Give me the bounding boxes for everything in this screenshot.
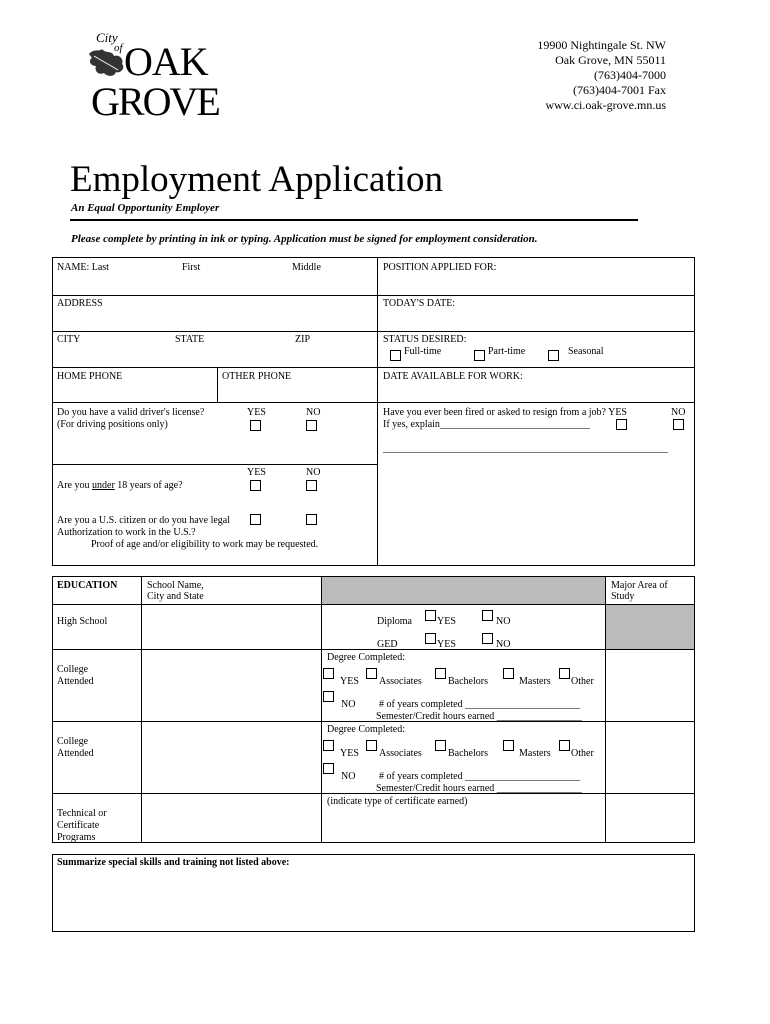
citizen-question-2: Authorization to work in the U.S.? [57, 527, 196, 538]
skills-label: Summarize special skills and training not listed above: [57, 857, 290, 868]
masters-checkbox[interactable] [503, 668, 514, 679]
certificate-note: (indicate type of certificate earned) [327, 796, 468, 807]
age-no-checkbox[interactable] [306, 480, 317, 491]
divider [52, 464, 377, 465]
date-available-field[interactable]: DATE AVAILABLE FOR WORK: [383, 371, 523, 382]
address-line: www.ci.oak-grove.mn.us [545, 98, 666, 112]
bachelors-checkbox[interactable] [435, 668, 446, 679]
education-header-shade [321, 577, 605, 604]
logo-oak-text: OAK [124, 39, 208, 84]
middle-name-label: Middle [292, 262, 321, 273]
home-phone-field[interactable]: HOME PHONE [57, 371, 123, 382]
degree-yes-label: YES [340, 676, 359, 687]
page-title: Employment Application [70, 159, 444, 200]
divider [52, 295, 695, 296]
license-yes-label: YES [247, 407, 266, 418]
citizen-question: Are you a U.S. citizen or do you have legal [57, 515, 231, 526]
years-completed-field[interactable]: # of years completed _______________________ [379, 699, 581, 710]
degree-no-label: NO [341, 771, 356, 782]
diploma-yes-checkbox[interactable] [425, 610, 436, 621]
fulltime-checkbox[interactable] [390, 350, 401, 361]
degree-no-checkbox[interactable] [323, 763, 334, 774]
license-no-checkbox[interactable] [306, 420, 317, 431]
zip-field[interactable]: ZIP [295, 334, 310, 345]
divider [52, 649, 695, 650]
other-label: Other [571, 676, 594, 687]
parttime-label: Part-time [488, 346, 526, 357]
other-label: Other [571, 748, 594, 759]
other-phone-field[interactable]: OTHER PHONE [222, 371, 292, 382]
city-address [426, 38, 666, 113]
associates-checkbox[interactable] [366, 740, 377, 751]
diploma-yes-label: YES [437, 616, 456, 627]
bachelors-label: Bachelors [448, 676, 488, 687]
title-rule [70, 219, 638, 221]
masters-checkbox[interactable] [503, 740, 514, 751]
divider [52, 367, 695, 368]
age-question-post: 18 years of age? [114, 480, 183, 491]
associates-label: Associates [379, 676, 422, 687]
city-logo [82, 30, 252, 122]
fulltime-label: Full-time [404, 346, 442, 357]
divider [52, 402, 695, 403]
college-attended-label: Attended [57, 748, 94, 759]
degree-yes-checkbox[interactable] [323, 740, 334, 751]
other-checkbox[interactable] [559, 740, 570, 751]
logo-grove-text: GROVE [91, 79, 219, 124]
education-header: EDUCATION [57, 580, 118, 591]
masters-label: Masters [519, 676, 551, 687]
ged-label: GED [377, 639, 398, 650]
age-question [57, 480, 183, 492]
age-yes-label: YES [247, 467, 266, 478]
divider [52, 721, 695, 722]
semester-hours-field[interactable]: Semester/Credit hours earned _________________ [376, 711, 582, 722]
instructions: Please complete by printing in ink or typing. Application must be signed for employment consideration. [71, 233, 538, 245]
semester-hours-field[interactable]: Semester/Credit hours earned _________________ [376, 783, 582, 794]
degree-yes-label: YES [340, 748, 359, 759]
page-subtitle: An Equal Opportunity Employer [71, 202, 220, 214]
first-name-label: First [182, 262, 201, 273]
divider [52, 793, 695, 794]
ged-no-label: NO [496, 639, 511, 650]
address-line: (763)404-7001 Fax [573, 83, 666, 97]
fired-explain-line[interactable]: _________________________________________________________ [383, 443, 668, 454]
programs-label: Programs [57, 832, 96, 843]
school-city-header: City and State [147, 591, 204, 602]
divider [605, 576, 606, 843]
associates-label: Associates [379, 748, 422, 759]
divider [141, 576, 142, 843]
position-field[interactable]: POSITION APPLIED FOR: [383, 262, 497, 273]
major-header: Major Area of [611, 580, 668, 591]
parttime-checkbox[interactable] [474, 350, 485, 361]
divider [217, 367, 218, 402]
fired-yes-checkbox[interactable] [616, 419, 627, 430]
bachelors-checkbox[interactable] [435, 740, 446, 751]
fired-no-label: NO [671, 407, 686, 418]
ged-yes-checkbox[interactable] [425, 633, 436, 644]
city-field[interactable]: CITY [57, 334, 81, 345]
diploma-label: Diploma [377, 616, 412, 627]
degree-no-checkbox[interactable] [323, 691, 334, 702]
other-checkbox[interactable] [559, 668, 570, 679]
associates-checkbox[interactable] [366, 668, 377, 679]
state-field[interactable]: STATE [175, 334, 205, 345]
todays-date-field[interactable]: TODAY'S DATE: [383, 298, 456, 309]
seasonal-label: Seasonal [568, 346, 604, 357]
degree-no-label: NO [341, 699, 356, 710]
citizen-yes-checkbox[interactable] [250, 514, 261, 525]
address-line: (763)404-7000 [594, 68, 666, 82]
college-label: College [57, 664, 89, 675]
high-school-label: High School [57, 616, 108, 627]
bachelors-label: Bachelors [448, 748, 488, 759]
logo-city-text: City [96, 30, 118, 45]
major-header-2: Study [611, 591, 635, 602]
logo-of-text: of [114, 42, 123, 54]
divider [52, 604, 695, 605]
name-field[interactable]: NAME: Last [57, 262, 109, 273]
degree-yes-checkbox[interactable] [323, 668, 334, 679]
ged-yes-label: YES [437, 639, 456, 650]
license-yes-checkbox[interactable] [250, 420, 261, 431]
license-no-label: NO [306, 407, 321, 418]
address-line: 19900 Nightingale St. NW [537, 38, 666, 52]
college-label: College [57, 736, 89, 747]
school-name-header: School Name, [147, 580, 204, 591]
age-question-under: under [92, 480, 115, 491]
certificate-label: Certificate [57, 820, 100, 831]
license-note: (For driving positions only) [57, 419, 168, 430]
major-shade [606, 604, 694, 649]
divider [377, 257, 378, 566]
divider [321, 576, 322, 843]
technical-label: Technical or [57, 808, 107, 819]
fired-explain-field[interactable]: If yes, explain______________________________ [383, 419, 590, 430]
status-desired-label: STATUS DESIRED: [383, 334, 467, 345]
college-attended-label: Attended [57, 676, 94, 687]
license-question: Do you have a valid driver's license? [57, 407, 205, 418]
age-no-label: NO [306, 467, 321, 478]
fired-question: Have you ever been fired or asked to resign from a job? YES [383, 407, 627, 418]
address-line: Oak Grove, MN 55011 [555, 53, 666, 67]
fired-no-checkbox[interactable] [673, 419, 684, 430]
degree-completed-label: Degree Completed: [327, 652, 406, 663]
diploma-no-checkbox[interactable] [482, 610, 493, 621]
ged-no-checkbox[interactable] [482, 633, 493, 644]
age-yes-checkbox[interactable] [250, 480, 261, 491]
seasonal-checkbox[interactable] [548, 350, 559, 361]
divider [52, 331, 695, 332]
address-field[interactable]: ADDRESS [57, 298, 103, 309]
citizen-no-checkbox[interactable] [306, 514, 317, 525]
masters-label: Masters [519, 748, 551, 759]
years-completed-field[interactable]: # of years completed _______________________ [379, 771, 581, 782]
degree-completed-label: Degree Completed: [327, 724, 406, 735]
age-question-pre: Are you [57, 480, 92, 491]
proof-note: Proof of age and/or eligibility to work may be requested. [91, 539, 319, 550]
diploma-no-label: NO [496, 616, 511, 627]
